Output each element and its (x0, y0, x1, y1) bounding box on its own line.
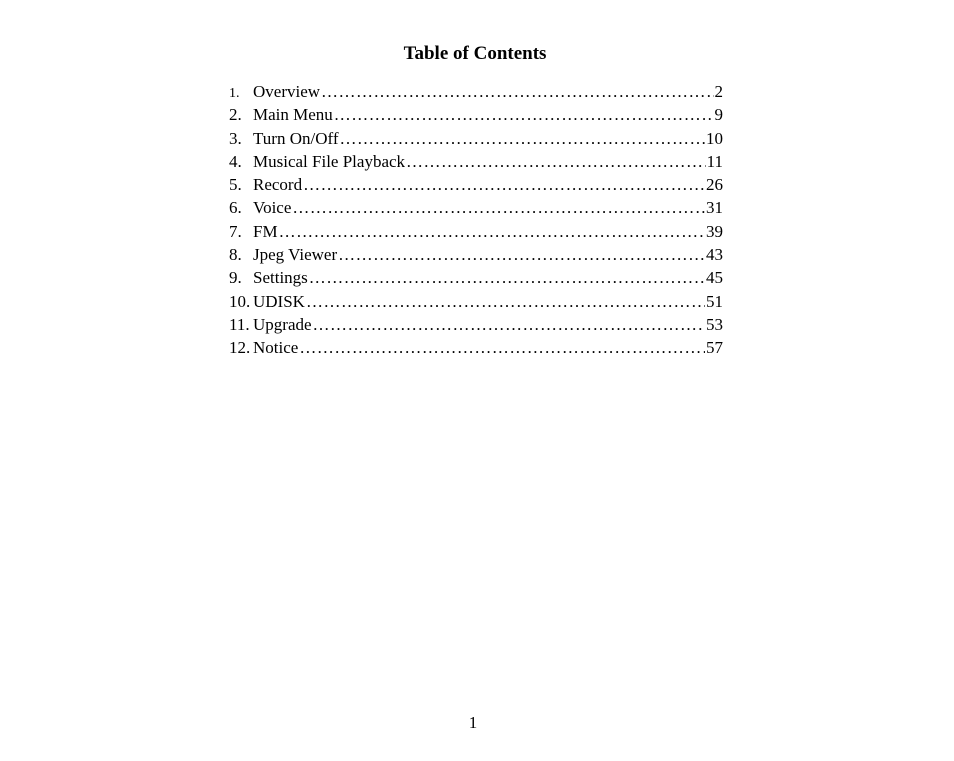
toc-entry-overview (229, 80, 723, 103)
toc-entry-number: 9. (229, 268, 242, 288)
toc-entry-settings (229, 266, 723, 289)
toc-entry-page: 53 (706, 314, 723, 334)
toc-entry-label: FM (253, 221, 278, 241)
toc-entry-number: 4. (229, 151, 242, 171)
toc-entry-page: 31 (706, 198, 723, 218)
toc-entry-page: 26 (706, 175, 723, 195)
toc-entry-page: 9 (714, 105, 723, 125)
toc-entry-page: 10 (706, 128, 723, 148)
toc-entry-page: 39 (706, 221, 723, 241)
toc-entry-label: Settings (253, 268, 308, 288)
toc-entry-label: Record (253, 175, 303, 195)
toc-entry-notice (229, 336, 723, 359)
toc-entry-number: 6. (229, 198, 242, 218)
toc-dot-leader (406, 150, 706, 173)
toc-dot-leader (309, 266, 705, 289)
toc-dot-leader (306, 290, 705, 313)
toc-entry-page: 2 (714, 82, 723, 101)
toc-entry-page: 11 (706, 151, 723, 171)
toc-entry-musical-file-playback (229, 150, 723, 173)
toc-entry-page: 43 (706, 245, 723, 265)
toc-entry-number: 1. (229, 86, 240, 101)
toc-entry-number: 10. (229, 291, 251, 311)
toc-entry-label: Notice (253, 338, 299, 358)
toc-entry-number: 7. (229, 221, 242, 241)
toc-entry-label: Voice (253, 198, 292, 218)
toc-dot-leader (338, 243, 705, 266)
toc-entry-label: Upgrade (253, 314, 312, 334)
toc-dot-leader (292, 196, 705, 219)
toc-entry-number: 11. (229, 314, 250, 334)
toc-entry-number: 12. (229, 338, 251, 358)
toc-entry-label: Jpeg Viewer (253, 245, 338, 265)
toc-title: Table of Contents (403, 43, 547, 64)
toc-entry-udisk (229, 290, 723, 313)
toc-entry-page: 51 (706, 291, 723, 311)
toc-entry-record (229, 173, 723, 196)
toc-dot-leader (340, 127, 706, 150)
toc-entry-number: 8. (229, 245, 242, 265)
toc-list (229, 80, 723, 360)
toc-entry-page: 57 (706, 338, 723, 358)
toc-entry-label: Overview (253, 82, 321, 101)
toc-dot-leader (303, 173, 705, 196)
toc-entry-fm (229, 220, 723, 243)
toc-entry-number: 5. (229, 175, 242, 195)
toc-dot-leader (279, 220, 705, 243)
toc-entry-label: Turn On/Off (253, 128, 339, 148)
toc-entry-number: 2. (229, 105, 242, 125)
toc-entry-number: 3. (229, 128, 242, 148)
toc-entry-label: Main Menu (253, 105, 333, 125)
toc-entry-label: UDISK (253, 291, 305, 311)
toc-entry-turn-on-off (229, 127, 723, 150)
page-number: 1 (468, 713, 478, 732)
toc-dot-leader (299, 336, 705, 359)
toc-entry-voice (229, 196, 723, 219)
toc-entry-jpeg-viewer (229, 243, 723, 266)
toc-dot-leader (321, 80, 713, 103)
toc-entry-upgrade (229, 313, 723, 336)
toc-dot-leader (313, 313, 705, 336)
toc-entry-page: 45 (706, 268, 723, 288)
toc-entry-label: Musical File Playback (253, 151, 406, 171)
toc-dot-leader (334, 103, 714, 126)
toc-entry-main-menu (229, 103, 723, 126)
